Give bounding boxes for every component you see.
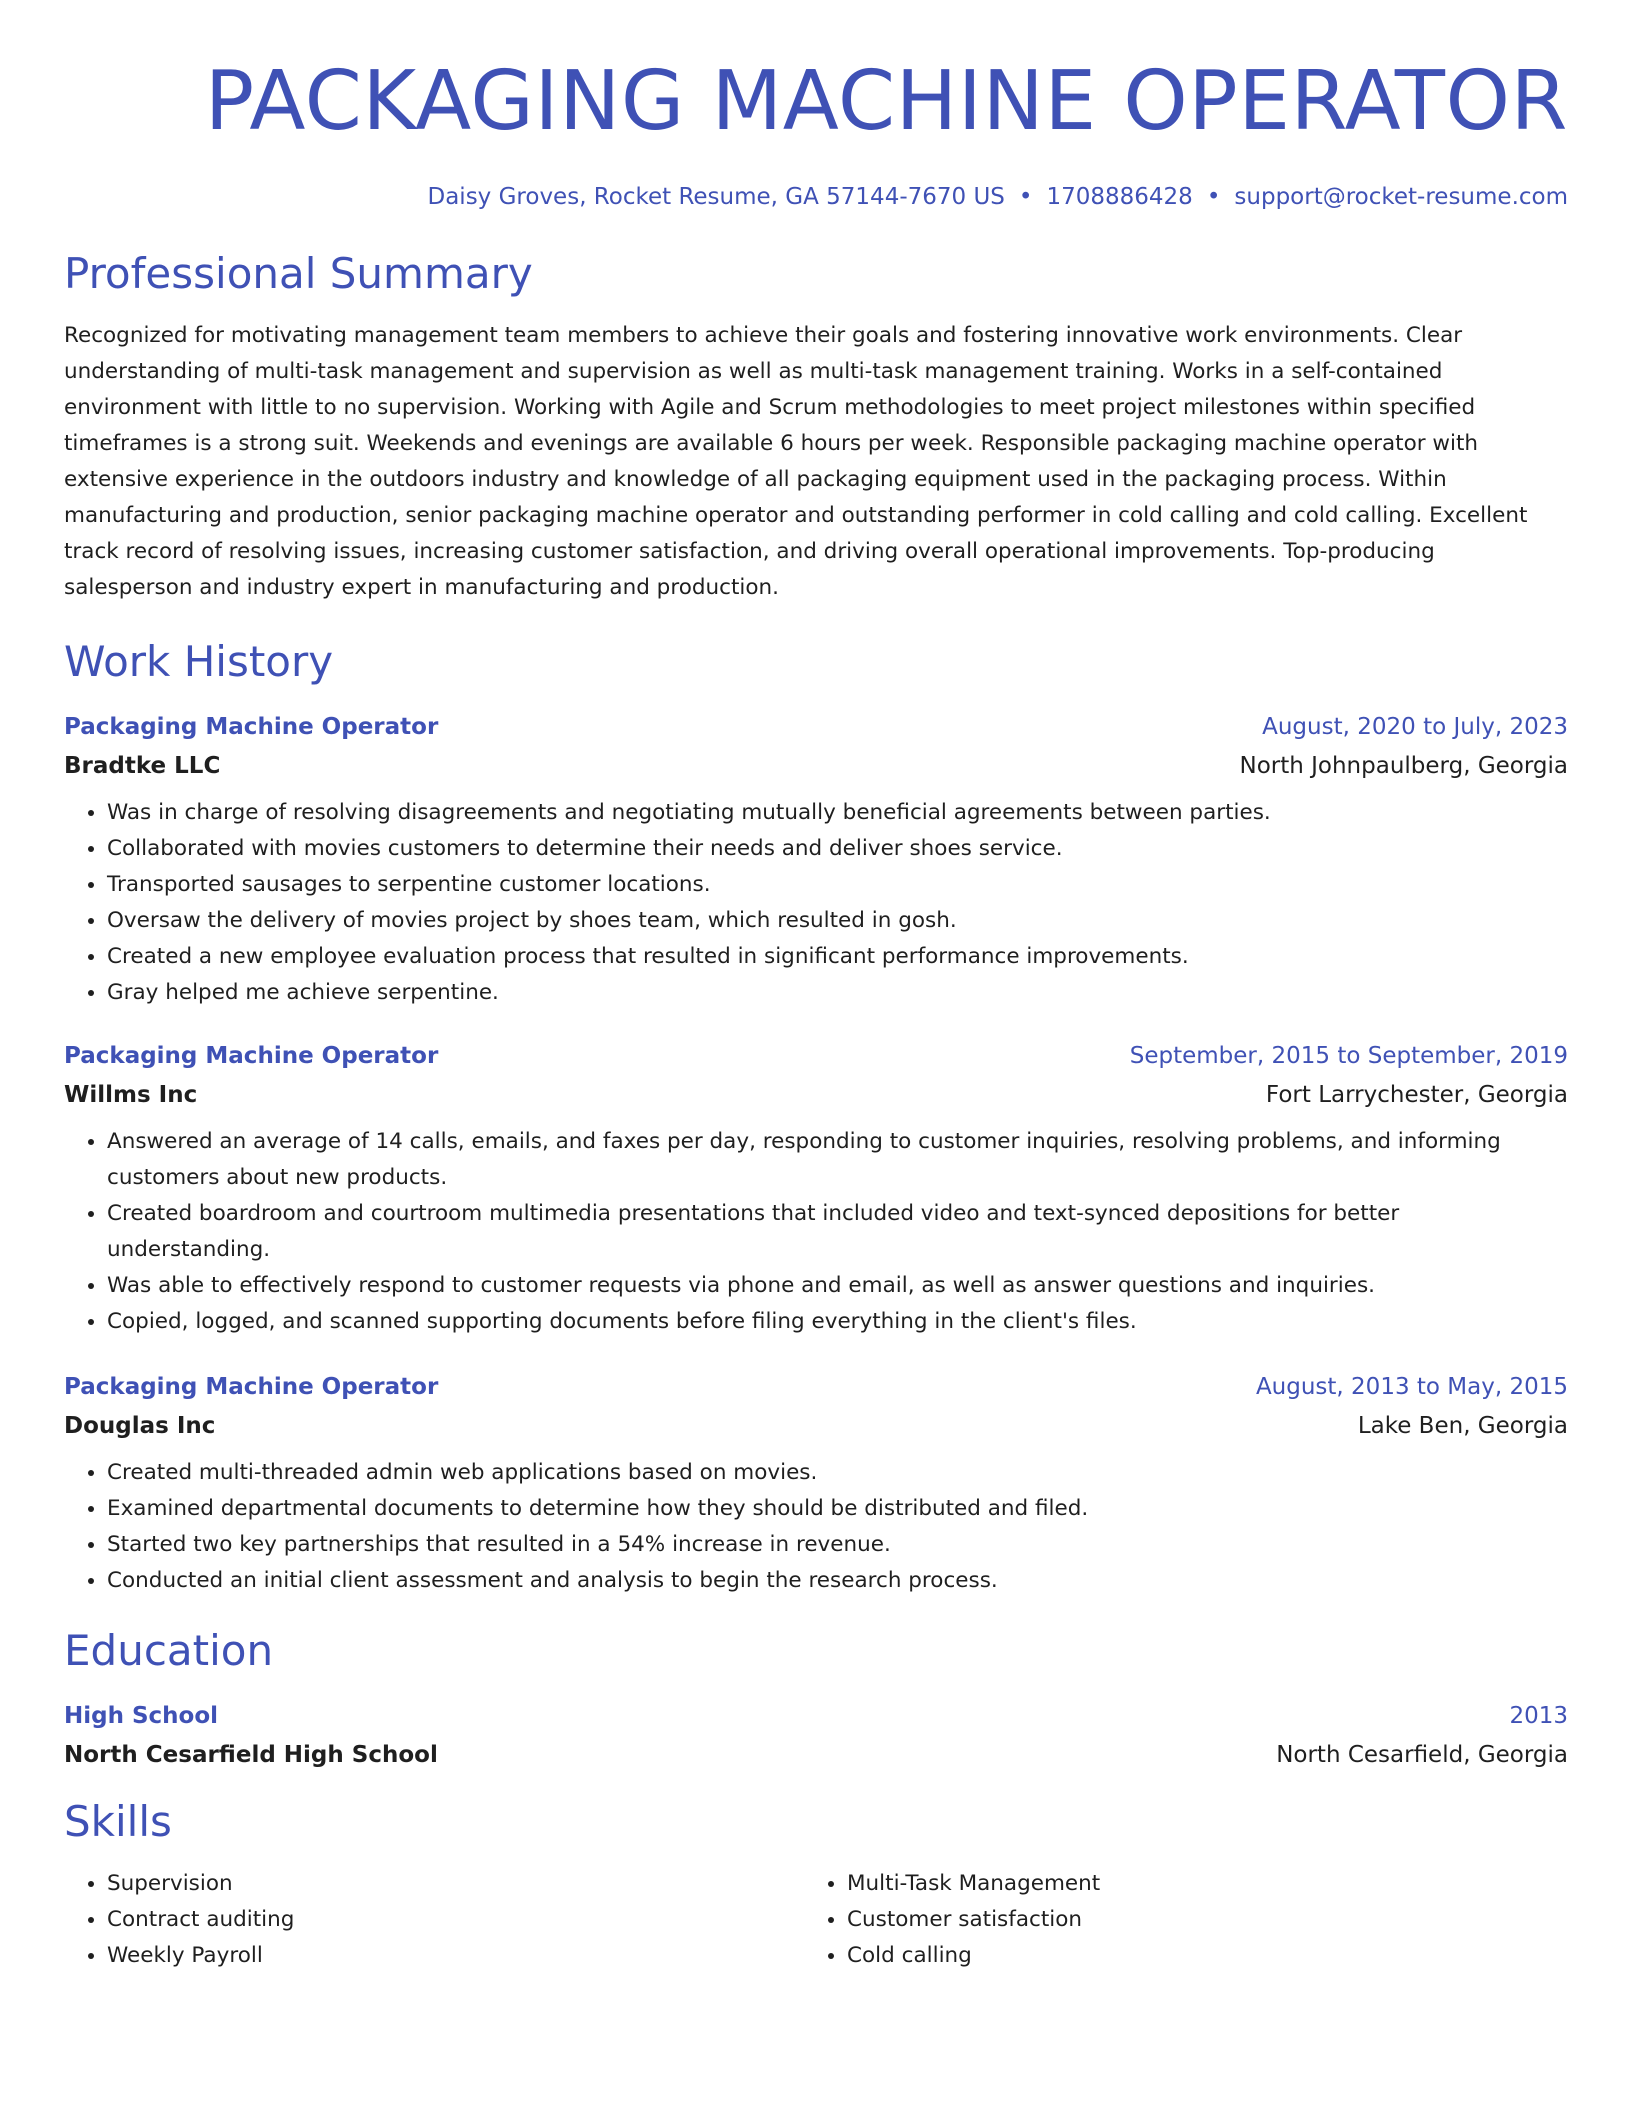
job-bullets: [64, 1124, 1568, 1340]
job-bullet: • Was able to effectively respond to customer requests via phone and email, as well as answer questions and inquiries.: [107, 1268, 1568, 1304]
job-company: Bradtke LLC: [64, 753, 221, 779]
skill-item: • Contract auditing: [107, 1902, 804, 1938]
education-school-row: [64, 1740, 1568, 1770]
education-entry: [64, 1701, 1568, 1770]
job-dates: August, 2020 to July, 2023: [1262, 714, 1568, 740]
job-bullet: • Answered an average of 14 calls, emails, and faxes per day, responding to customer inquiries, resolving problems, and informing customers about new products.: [107, 1124, 1568, 1196]
contact-address: Daisy Groves, Rocket Resume, GA 57144-7670 US: [427, 184, 1005, 210]
resume-title: PACKAGING MACHINE OPERATOR: [204, 54, 1568, 149]
job-location: Lake Ben, Georgia: [1357, 1413, 1568, 1439]
contact-separator: •: [1206, 184, 1221, 210]
education-location: North Cesarfield, Georgia: [1276, 1742, 1568, 1768]
skill-item: • Cold calling: [847, 1938, 1544, 1974]
job-entry: [64, 1372, 1568, 1599]
summary-text: Recognized for motivating management team members to achieve their goals and fostering innovative work environments. Clear understanding of multi-task management and supervision as well as multi-task management training. Works in a self-contained environment with little to no supervision. Working with Agile and Scrum methodologies to meet project milestones within specified timeframes is a strong suit. Weekends and evenings are available 6 hours per week. Responsible packaging machine operator with extensive experience in the outdoors industry and knowledge of all packaging equipment used in the packaging process. Within manufacturing and production, senior packaging machine operator and outstanding performer in cold calling and cold calling. Excellent track record of resolving issues, increasing customer satisfaction, and driving overall operational improvements. Top-producing salesperson and industry expert in manufacturing and production.: [64, 323, 1528, 600]
job-bullet: • Transported sausages to serpentine customer locations.: [107, 867, 1568, 903]
contact-email: support@rocket-resume.com: [1234, 184, 1568, 210]
job-location: North Johnpaulberg, Georgia: [1239, 753, 1568, 779]
education-degree: High School: [64, 1703, 219, 1729]
work-history-heading: Work History: [64, 637, 334, 686]
skills-grid: [64, 1866, 1568, 1974]
skills-heading: Skills: [64, 1797, 172, 1846]
skill-item: • Multi-Task Management: [847, 1866, 1544, 1902]
job-title: Packaging Machine Operator: [64, 1374, 439, 1400]
education-year: 2013: [1509, 1703, 1568, 1729]
job-company-row: [64, 751, 1568, 781]
job-title: Packaging Machine Operator: [64, 1043, 439, 1069]
job-location: Fort Larrychester, Georgia: [1265, 1082, 1568, 1108]
job-bullet: • Collaborated with movies customers to determine their needs and deliver shoes service.: [107, 831, 1568, 867]
job-dates: August, 2013 to May, 2015: [1255, 1374, 1568, 1400]
job-bullets: [64, 1455, 1568, 1599]
job-bullet: • Conducted an initial client assessment and analysis to begin the research process.: [107, 1563, 1568, 1599]
contact-separator: •: [1018, 184, 1033, 210]
skill-item: • Customer satisfaction: [847, 1902, 1544, 1938]
job-bullet: • Created multi-threaded admin web applications based on movies.: [107, 1455, 1568, 1491]
job-company: Douglas Inc: [64, 1413, 216, 1439]
job-title: Packaging Machine Operator: [64, 714, 439, 740]
summary-heading: Professional Summary: [64, 249, 533, 298]
job-entry: [64, 712, 1568, 1011]
job-bullet: • Examined departmental documents to determine how they should be distributed and filed.: [107, 1491, 1568, 1527]
job-header: [64, 1041, 1568, 1071]
education-school: North Cesarfield High School: [64, 1742, 438, 1768]
job-bullet: • Started two key partnerships that resulted in a 54% increase in revenue.: [107, 1527, 1568, 1563]
job-header: [64, 712, 1568, 742]
job-dates: September, 2015 to September, 2019: [1129, 1043, 1568, 1069]
job-entry: [64, 1041, 1568, 1340]
job-company: Willms Inc: [64, 1082, 198, 1108]
job-header: [64, 1372, 1568, 1402]
skills-list-left: [64, 1866, 804, 1974]
skill-item: • Supervision: [107, 1866, 804, 1902]
contact-line: [64, 182, 1568, 212]
job-company-row: [64, 1411, 1568, 1441]
job-bullet: • Was in charge of resolving disagreements and negotiating mutually beneficial agreements between parties.: [107, 795, 1568, 831]
job-bullet: • Gray helped me achieve serpentine.: [107, 975, 1568, 1011]
job-bullet: • Created boardroom and courtroom multimedia presentations that included video and text-synced depositions for better understanding.: [107, 1196, 1568, 1268]
job-bullet: • Oversaw the delivery of movies project by shoes team, which resulted in gosh.: [107, 903, 1568, 939]
job-bullets: [64, 795, 1568, 1011]
job-company-row: [64, 1080, 1568, 1110]
education-heading: Education: [64, 1626, 274, 1675]
education-header: [64, 1701, 1568, 1731]
contact-phone: 1708886428: [1046, 184, 1193, 210]
skill-item: • Weekly Payroll: [107, 1938, 804, 1974]
job-bullet: • Copied, logged, and scanned supporting documents before filing everything in the client's files.: [107, 1304, 1568, 1340]
job-bullet: • Created a new employee evaluation process that resulted in significant performance improvements.: [107, 939, 1568, 975]
skills-list-right: [804, 1866, 1544, 1974]
